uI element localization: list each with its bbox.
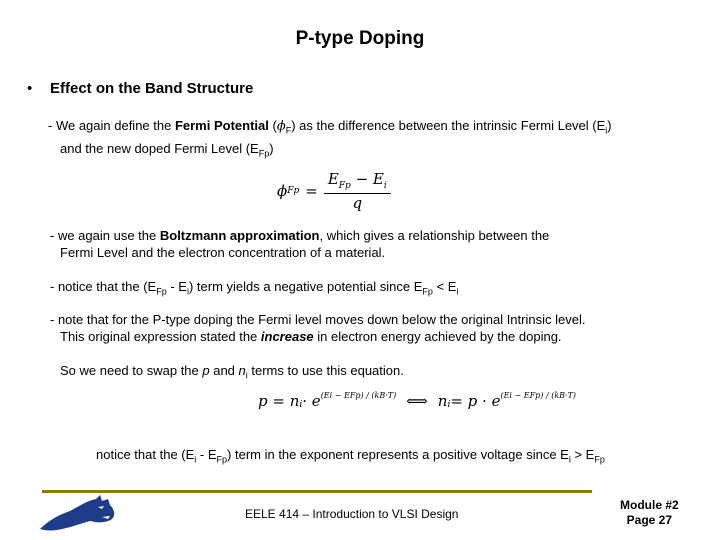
section-heading: Effect on the Band Structure [50, 80, 254, 97]
page-number: Page 27 [626, 513, 673, 527]
module-number: Module #2 [620, 498, 679, 512]
bullet-marker: • [27, 80, 33, 97]
boltzmann-paragraph: - we again use the Boltzmann approximation, which gives a relationship between the Fermi Level and the electron concentration of a material. [50, 228, 550, 260]
bobcat-logo [38, 493, 118, 533]
para1-line2: and the new doped Fermi Level $(E_{Fp})$ [60, 140, 274, 159]
swap-terms-paragraph: So we need to swap the p and $n_i$ terms to use this equation. [60, 363, 404, 381]
fermi-level-shift-paragraph: - note that for the P-type doping the Fermi level moves down below the original Intrinsic level. This original expression stated the increase in electron energy achieved by the doping. [50, 312, 586, 344]
carrier-concentration-formula: p = n $_i$ · e $^{(Ei - EFp) / (kB\cdot T)}$ ⟺ n $_i$ = p · e $^{(Ei - EFp) / (kB\cdot T)}$ [258, 391, 577, 410]
course-title: EELE 414 – Introduction to VLSI Design [245, 507, 459, 521]
fermi-potential-paragraph [48, 117, 612, 162]
module-info [620, 498, 679, 528]
fermi-potential-formula: ϕ Fp = $E_{Fp} - E_i$ q [277, 170, 391, 212]
para1-line1: - We again define the Fermi Potential $(\phi_F)$ as the difference between the intrinsic Fermi Level $(E_i)$ [48, 118, 612, 136]
bobcat-logo-icon [38, 493, 118, 533]
slide-title: P-type Doping [295, 28, 425, 49]
footer-divider [42, 490, 592, 493]
negative-potential-paragraph: - notice that the $(E_{Fp} - E_i)$ term yields a negative potential since $E_{Fp} < E_i$ [50, 279, 459, 297]
positive-voltage-paragraph: notice that the $(E_i - E_{Fp})$ term in the exponent represents a positive voltage since $E_i > E_{Fp}$ [96, 447, 605, 465]
